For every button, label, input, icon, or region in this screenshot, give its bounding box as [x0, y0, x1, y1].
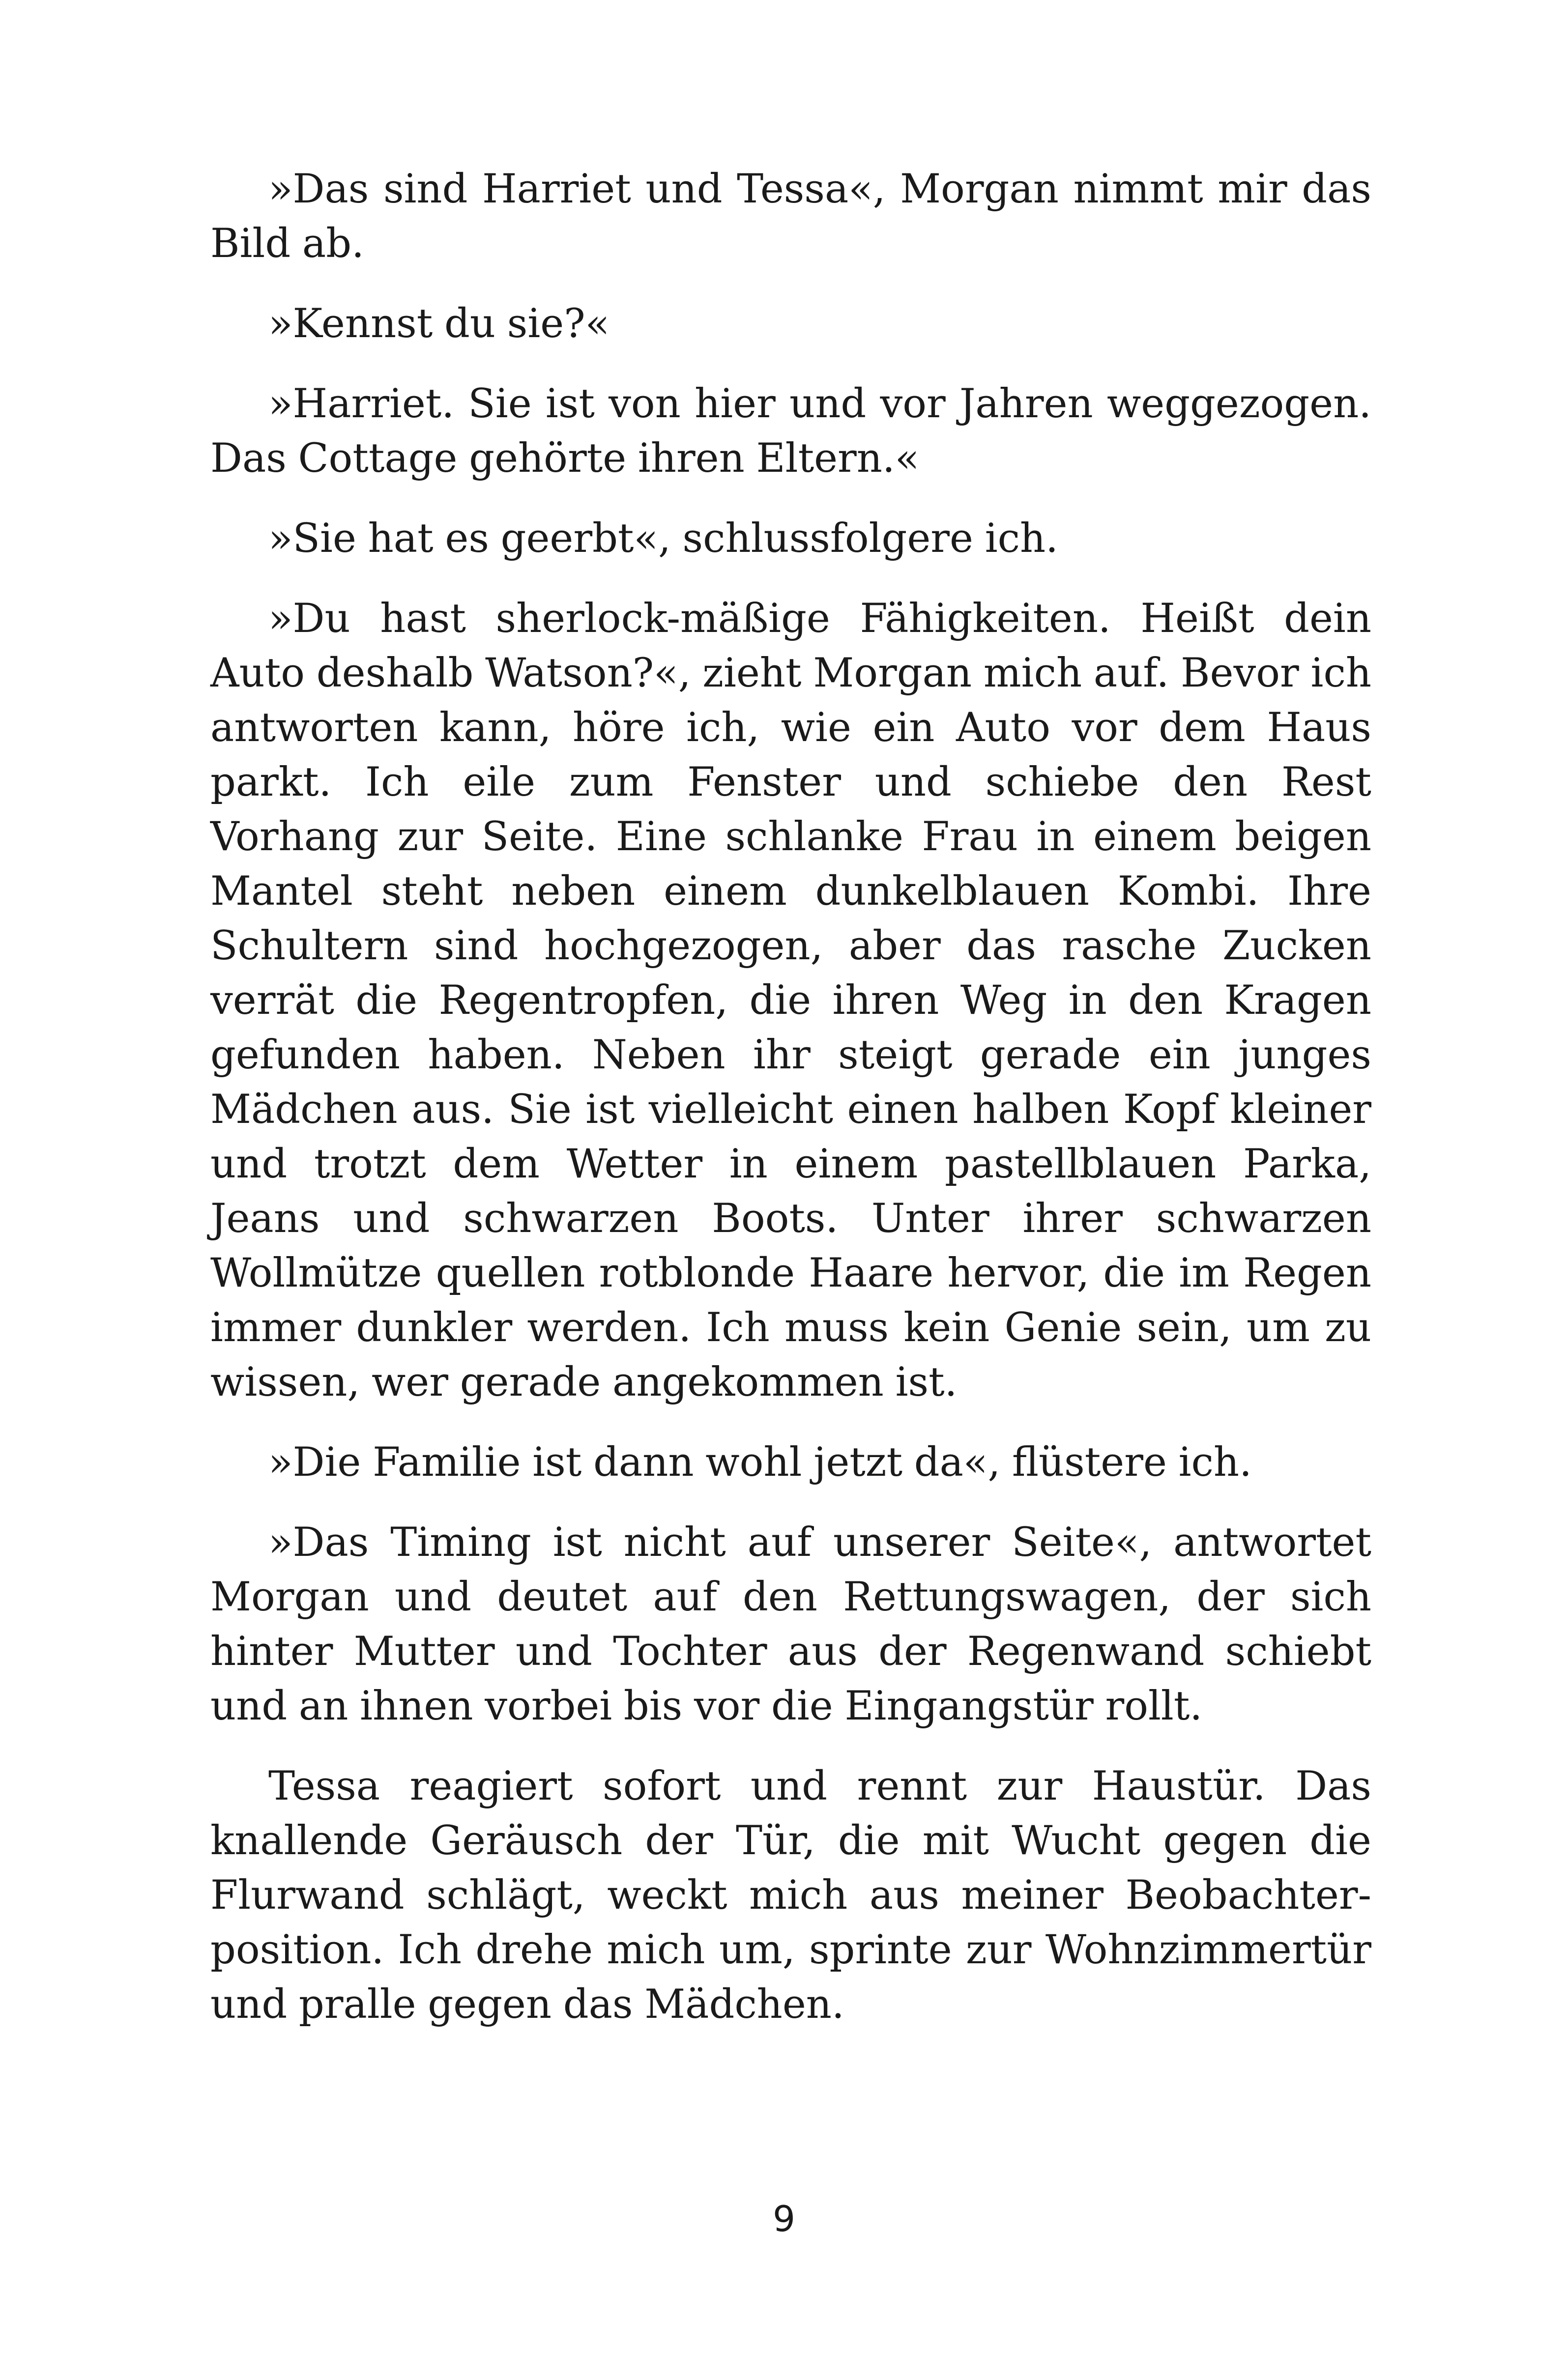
paragraph-8: Tessa reagiert sofort und rennt zur Haustür. Das knallende Geräusch der Tür, die mit Wucht gegen die Flurwand schlägt, weckt mich aus meiner Beobachterposition. Ich drehe mich um, sprinte zur Wohnzimmertür und pralle gegen das Mädchen.	[210, 1763, 1371, 2028]
page-body	[210, 162, 1371, 2058]
paragraph-6: »Die Familie ist dann wohl jetzt da«, flüstere ich.	[268, 1439, 1252, 1486]
paragraph-5: »Du hast sherlock-mäßige Fähigkeiten. Heißt dein Auto deshalb Watson?«, zieht Morgan mich auf. Bevor ich antworten kann, höre ich, wie ein Auto vor dem Haus parkt. Ich eile zum Fenster und schiebe den Rest Vorhang zur Seite. Eine schlanke Frau in einem beigen Mantel steht neben einem dunkelblauen Kombi. Ihre Schultern sind hochgezogen, aber das rasche Zucken verrät die Regentropfen, die ihren Weg in den Kragen gefunden haben. Neben ihr steigt gerade ein junges Mädchen aus. Sie ist vielleicht einen halben Kopf kleiner und trotzt dem Wetter in einem pastellblauen Parka, Jeans und schwarzen Boots. Unter ihrer schwarzen Wollmütze quellen rotblonde Haare hervor, die im Regen immer dunkler werden. Ich muss kein Genie sein, um zu wissen, wer gerade angekommen ist.	[210, 596, 1371, 1405]
paragraph-4: »Sie hat es geerbt«, schlussfolgere ich.	[268, 516, 1058, 562]
paragraph-2: »Kennst du sie?«	[268, 301, 610, 347]
paragraph-1: »Das sind Harriet und Tessa«, Morgan nimmt mir das Bild ab.	[210, 166, 1371, 267]
paragraph-3: »Harriet. Sie ist von hier und vor Jahren weggezogen. Das Cottage gehörte ihren Eltern.«	[210, 381, 1371, 482]
paragraph-7: »Das Timing ist nicht auf unserer Seite«, antwortet Morgan und deutet auf den Rettungswagen, der sich hinter Mutter und Tochter aus der Regenwand schiebt und an ihnen vorbei bis vor die Eingangstür rollt.	[210, 1520, 1371, 1729]
page-number: 9	[773, 2198, 795, 2239]
